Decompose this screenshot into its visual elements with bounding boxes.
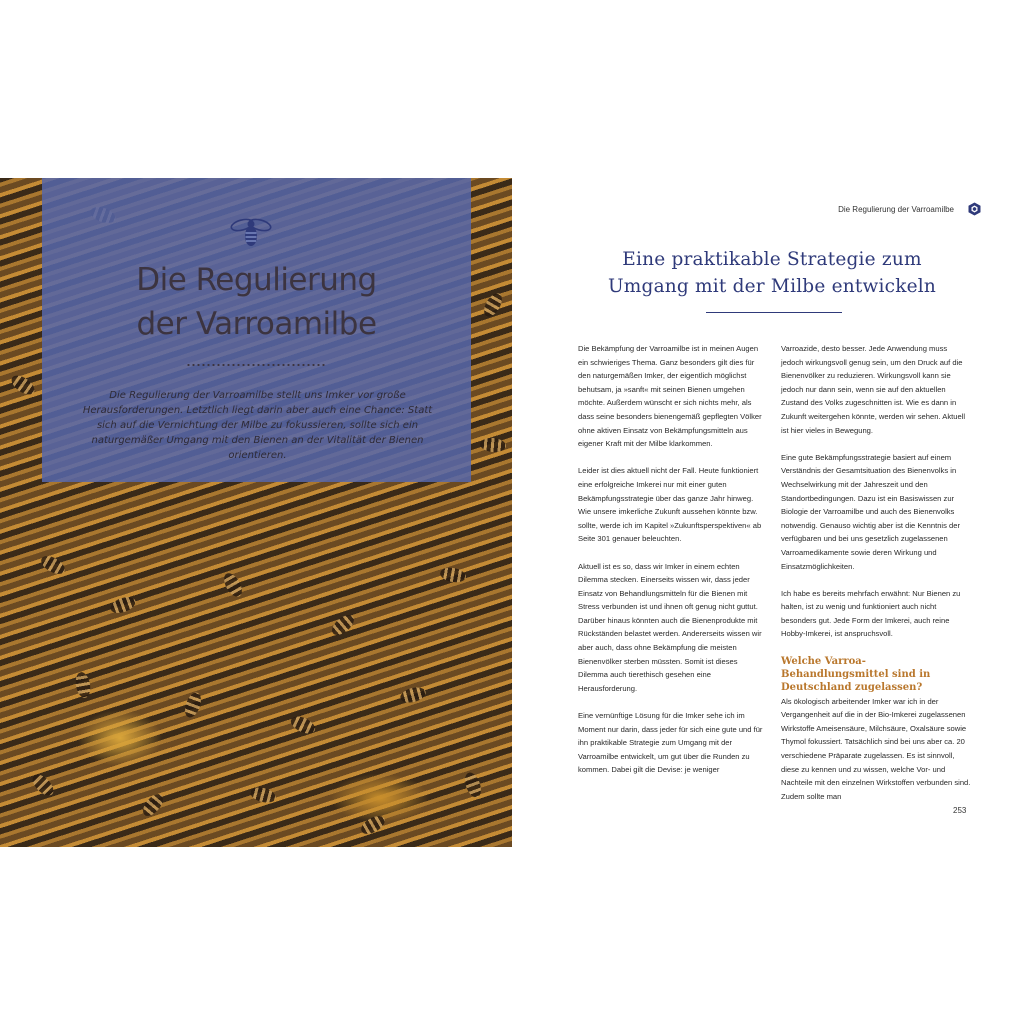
page-number: 253 xyxy=(953,806,967,815)
section-title-line-2: Umgang mit der Milbe entwickeln xyxy=(608,276,936,297)
bee-icon xyxy=(228,216,274,248)
paragraph: Eine vernünftige Lösung für die Imker sehe ich im Moment nur darin, dass jeder für sich eine gute und für ihn praktikable Strategie zum Umgang mit der Varroamilbe entwickelt, um gut über die Runden zu kommen. Dabei gilt die Devise: je weniger xyxy=(578,711,763,775)
paragraph: Ich habe es bereits mehrfach erwähnt: Nur Bienen zu halten, ist zu wenig und funktioniert auch nicht besonders gut. Jede Form der Imkerei, auch reine Hobby-Imkerei, ist anspruchsvoll. xyxy=(781,588,961,639)
section-title-line-1: Eine praktikable Strategie zum xyxy=(622,249,922,270)
paragraph: Leider ist dies aktuell nicht der Fall. Heute funktioniert eine erfolgreiche Imkerei nur mit einer guten Bekämpfungsstrategie über das ganze Jahr hinweg. Wie unsere imkerliche Zukunft aussehen könnte bzw. sollte, werde ich im Kapitel »Zukunftsperspektiven« ab Seite 301 genauer beleuchten. xyxy=(578,466,762,544)
paragraph: Die Bekämpfung der Varroamilbe ist in meinen Augen ein schwieriges Thema. Ganz besonders gilt dies für den naturgemäßen Imker, der eigentlich möglichst behutsam, ja »sanft« mit seinen Bienen umgehen möchte. Außerdem wünscht er sich nichts mehr, als dass seine besonders bienengemäß gepflegten Völker ohne aktiven Einsatz von Bekämpfungsmitteln aus eigener Kraft mit der Milbe klarkommen. xyxy=(578,344,762,449)
chapter-title-line-2: der Varroamilbe xyxy=(136,306,377,342)
paragraph: Als ökologisch arbeitender Imker war ich in der Vergangenheit auf die in der Bio-Imkerei zugelassenen Wirkstoffe Ameisensäure, Milchsäure, Oxalsäure sowie Thymol fokussiert. Tatsächlich sind bei uns aber ca. 20 verschiedene Präparate zugelassen. Es ist sinnvoll, diese zu kennen und zu wissen, welche Vor- und Nachteile mit den einzelnen Wirkstoffen verbunden sind. Zudem sollte man xyxy=(781,696,971,801)
paragraph: Aktuell ist es so, dass wir Imker in einem echten Dilemma stecken. Einerseits wissen wir, dass jeder Einsatz von Behandlungsmitteln für die Bienen mit Stress verbunden ist und ihnen oft genug nicht guttut. Darüber hinaus könnten auch die Bienenprodukte mit Rückständen belastet werden. Andererseits wissen wir aber auch, dass ohne Bekämpfung die meisten Bienenvölker sterben müssten. Somit ist dieses Dilemma auch tierethisch gesehen eine Herausforderung. xyxy=(578,561,762,693)
hexagon-icon xyxy=(968,202,981,216)
section-title xyxy=(566,246,978,300)
running-head: Die Regulierung der Varroamilbe xyxy=(838,205,954,214)
paragraph: Varroazide, desto besser. Jede Anwendung muss jedoch wirkungsvoll genug sein, um den Druck auf die Bienenvölker zu reduzieren. Wirkungsvoll kann sie jedoch nur dann sein, wenn sie auf den aktuellen Zustand des Volks zugeschnitten ist. Wie es dann in Zukunft weitergehen könnte, werden wir sehen. Aktuell ist hier vieles in Bewegung. xyxy=(781,344,966,435)
chapter-title xyxy=(42,258,471,346)
text-column-right xyxy=(781,342,971,817)
sub-heading: Welche Varroa-Behandlungsmittel sind in Deutschland zugelassen? xyxy=(781,655,931,693)
dotted-divider xyxy=(186,364,326,366)
title-underline xyxy=(706,312,842,313)
chapter-lead: Die Regulierung der Varroamilbe stellt uns Imker vor große Herausforderungen. Letztlich liegt darin aber auch eine Chance: Statt sich auf die Vernichtung der Milbe zu fokussieren, sollte sich ein naturgemäßer Umgang mit den Bienen an der Vitalität der Bienen orientieren. xyxy=(82,390,433,461)
text-column-left xyxy=(578,342,768,791)
chapter-title-line-1: Die Regulierung xyxy=(136,262,377,298)
paragraph: Eine gute Bekämpfungsstrategie basiert auf einem Verständnis der Gesamtsituation des Bienenvolks in Wechselwirkung mit der Jahreszeit und den Standortbedingungen. Dazu ist ein Basiswissen zur Biologie der Varroamilbe und auch des Bienenvolks notwendig. Genauso wichtig aber ist die Kenntnis der verfügbaren und bei uns gesetzlich zugelassenen Varroamedikamente sowie deren Wirkung und Einsatzmöglichkeiten. xyxy=(781,452,960,571)
